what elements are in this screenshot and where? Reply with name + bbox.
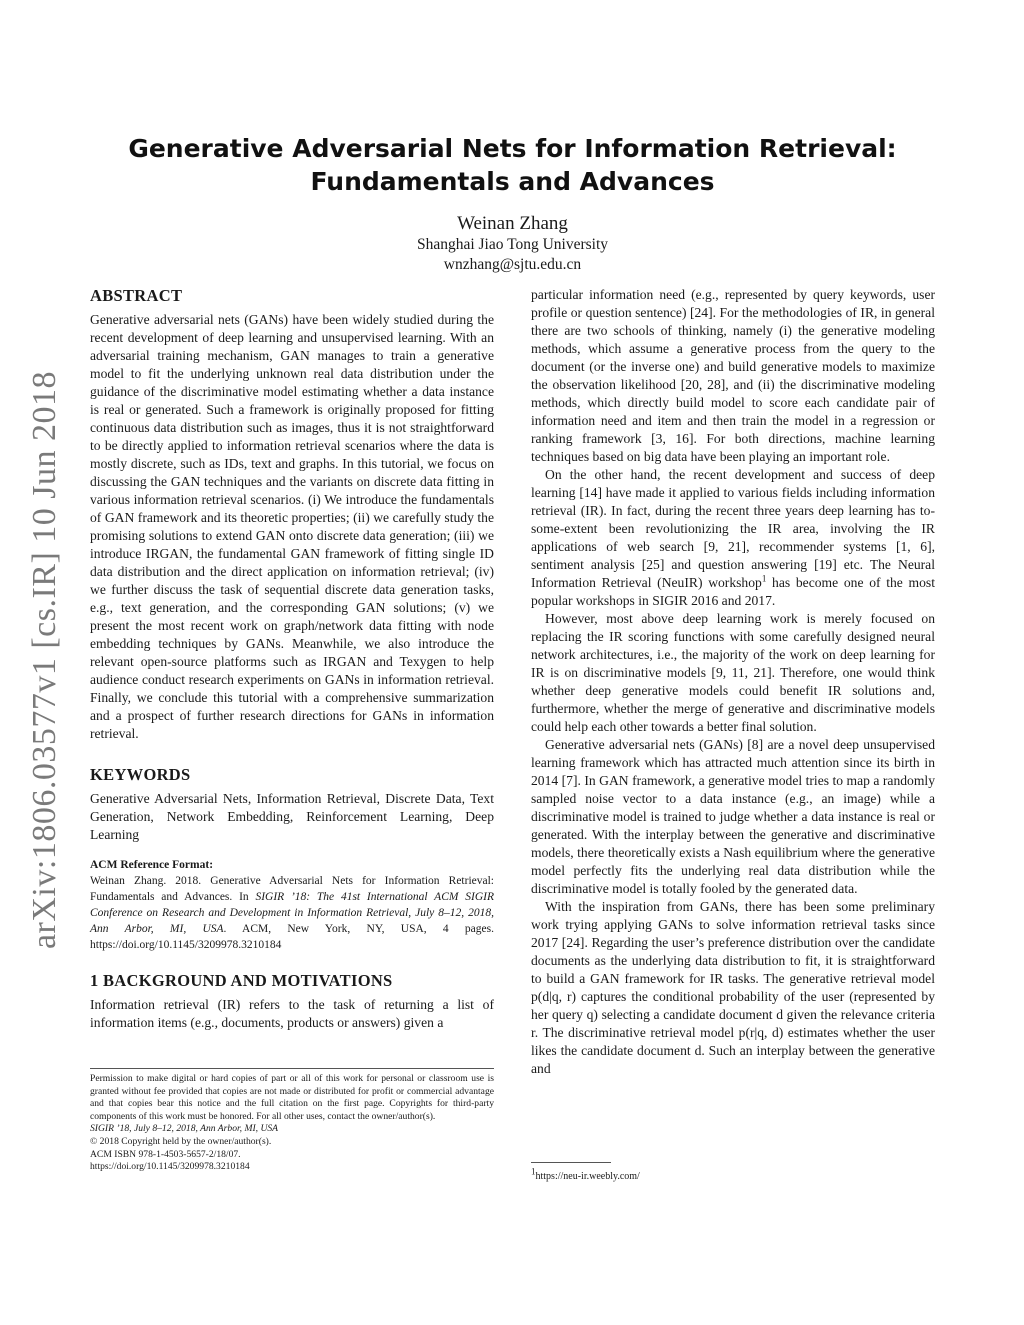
- right-paragraph-2-start: On the other hand, the recent development and success of deep learning [14] have made it applied to various fields including information retrieval (IR). In fact, during the recent three years deep learning has to-some-extent been revolutionizing the IR area, involving the IR applications of web search [9, 21], recommender systems [1, 6], sentiment analysis [25] and question answering [19] etc. The Neural Information Retrieval (NeuIR) workshop: [531, 467, 935, 590]
- abstract-text: Generative adversarial nets (GANs) have been widely studied during the recent development of deep learning and unsupervised learning. With an adversarial training mechanism, GAN manages to train a generative model to fit the underlying unknown real data distribution under the guidance of the discriminative model estimating whether a data instance is real or generated. Such a framework is originally proposed for fitting continuous data distribution such as images, thus it is not straightforward to be directly applied to information retrieval scenarios where the data is mostly discrete, such as IDs, text and graphs. In this tutorial, we focus on discussing the GAN techniques and the variants on discrete data fitting in various information retrieval scenarios. (i) We introduce the fundamentals of GAN framework and its theoretic properties; (ii) we carefully study the promising solutions to extend GAN onto discrete data generation; (iii) we introduce IRGAN, the fundamental GAN framework of fitting single ID data distribution and the direct application on information retrieval; (iv) we further discuss the task of sequential discrete data generation tasks, e.g., text generation, and the corresponding GAN solutions; (v) we present the most recent work on graph/network data fitting with node embedding techniques by GANs. Meanwhile, we also introduce the relevant open-source platforms such as IRGAN and Texygen to help audience conduct research experiments on GANs in information retrieval. Finally, we conclude this tutorial with a comprehensive summarization and a prospect of further research directions for GANs in information retrieval.: [90, 312, 494, 741]
- permission-venue: [90, 1123, 494, 1136]
- paper-header: [90, 132, 935, 275]
- acm-reference-venue: SIGIR ’18: The 41st International ACM SIGIR Conference on Research and Development in Information Retrieval, July 8–12, 2018, Ann Arbor, MI, USA: [90, 891, 494, 935]
- permission-copyright: © 2018 Copyright held by the owner/author(s).: [90, 1135, 272, 1147]
- section-1-heading: 1 BACKGROUND AND MOTIVATIONS: [90, 971, 393, 990]
- right-paragraph-4: Generative adversarial nets (GANs) [8] are a novel deep unsupervised learning framework which has attracted much attention since its birth in 2014 [7]. In GAN framework, a generative model tries to map a randomly sampled noise vector to a data instance (e.g., an image) while a discriminative model is trained to judge whether a data instance is real or generated. With the interplay between the generative and discriminative models, there theoretically exists a Nash equilibrium where the generative model perfectly fits the underlying real data distribution while the discriminative model is totally fooled by the generated data.: [531, 737, 935, 896]
- permission-isbn: ACM ISBN 978-1-4503-5657-2/18/07.: [90, 1148, 241, 1160]
- acm-reference-text: [90, 873, 494, 953]
- footnote-divider: [531, 1162, 611, 1163]
- keywords-text: Generative Adversarial Nets, Information Retrieval, Discrete Data, Text Generation, Network Embedding, Reinforcement Learning, Deep Learning: [90, 791, 494, 842]
- permission-doi: https://doi.org/10.1145/3209978.3210184: [90, 1161, 250, 1173]
- author-email: wnzhang@sjtu.edu.cn: [443, 256, 582, 273]
- acm-reference-part-2: . ACM, New York, NY, USA, 4 pages. https://doi.org/10.1145/3209978.3210184: [90, 923, 494, 951]
- paper-title: [90, 132, 935, 198]
- abstract-heading: ABSTRACT: [90, 286, 183, 305]
- permission-text: Permission to make digital or hard copies of part or all of this work for personal or classroom use is granted without fee provided that copies are not made or distributed for profit or commercial advantage and that copies bear this notice and the full citation on the first page. Copyrights for third-party components of this work must be honored. For all other uses, contact the owner/author(s).: [90, 1073, 494, 1122]
- section-1-text: Information retrieval (IR) refers to the task of returning a list of information items (e.g., documents, products or answers) given a: [90, 997, 494, 1030]
- footnote: [531, 1166, 640, 1183]
- paper-title-line-2: Fundamentals and Advances: [310, 167, 715, 196]
- right-paragraph-3: However, most above deep learning work is merely focused on replacing the IR scoring functions with some carefully designed neural network architectures, i.e., the majority of the work on deep learning for IR is on discriminative models [9, 11, 21]. Therefore, one would think whether deep generative models could benefit IR solutions and, furthermore, whether the merge of generative and discriminative models could help each other towards a better final solution.: [531, 611, 935, 734]
- acm-reference-part-1: Weinan Zhang. 2018. Generative Adversarial Nets for Information Retrieval: Fundamentals and Advances. In: [90, 875, 494, 903]
- permission-block: [90, 1068, 494, 1174]
- permission-venue-italic: SIGIR ’18, July 8–12, 2018, Ann Arbor, MI, USA: [90, 1123, 279, 1135]
- acm-reference-heading: ACM Reference Format:: [90, 859, 214, 871]
- left-column: [90, 286, 494, 1032]
- author-affiliation: Shanghai Jiao Tong University: [416, 236, 609, 253]
- keywords-heading: KEYWORDS: [90, 765, 191, 784]
- arxiv-identifier-stamp: [20, 370, 70, 950]
- footnote-url[interactable]: https://neu-ir.weebly.com/: [535, 1171, 640, 1182]
- right-paragraph-5: With the inspiration from GANs, there has been some preliminary work trying applying GANs to solve information retrieval tasks since 2017 [24]. Regarding the user’s preference distribution over the candidate documents as the underlying data distribution to fit, it is straightforward to build a GAN framework for IR tasks. The generative retrieval model p(d|q, r) captures the conditional probability of the user (represented by her query q) selecting a candidate document d given the relevance criteria r. The discriminative retrieval model p(r|q, d) estimates whether the user likes the candidate document d. Such an interplay between the generative and: [531, 899, 935, 1076]
- arxiv-stamp-text: arXiv:1806.03577v1 [cs.IR] 10 Jun 2018: [26, 370, 63, 950]
- footnote-marker: 1: [761, 573, 767, 584]
- footnote-number: 1: [531, 1166, 536, 1177]
- right-column: [531, 286, 935, 1078]
- right-paragraph-1: particular information need (e.g., represented by query keywords, user profile or question sentence) [24]. For the methodologies of IR, in general there are two schools of thinking, namely (i) the generative modeling methods, which assume a generative process from the query to the document (or the inverse one) and build generative models to maximize the observation likelihood [20, 28], and (ii) the discriminative modeling methods, which directly build model to score each candidate pair of information need and item and then train the model in a regression or ranking framework [3, 16]. For both directions, machine learning techniques based on big data have been playing an important role.: [531, 287, 935, 464]
- right-paragraph-2: [531, 466, 935, 610]
- author-name: Weinan Zhang: [457, 213, 568, 234]
- right-paragraph-2-end: has become one of the most popular workshops in SIGIR 2016 and 2017.: [531, 575, 935, 608]
- paper-title-line-1: Generative Adversarial Nets for Information Retrieval:: [128, 134, 897, 163]
